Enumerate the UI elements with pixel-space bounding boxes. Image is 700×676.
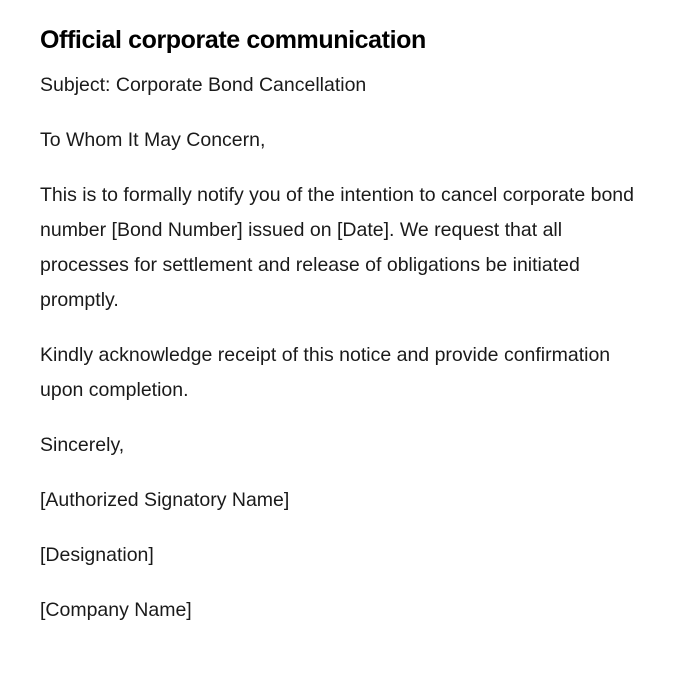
subject-line: Subject: Corporate Bond Cancellation	[40, 74, 367, 96]
designation: [Designation]	[40, 544, 154, 566]
body-paragraph-notice: This is to formally notify you of the intention to cancel corporate bond number [Bond Number] issued on [Date]. We request that all processes for settlement and release of obligations be initiated promptly.	[40, 184, 634, 311]
document-title: Official corporate communication	[40, 26, 426, 54]
company-name: [Company Name]	[40, 599, 192, 621]
closing: Sincerely,	[40, 434, 125, 456]
letter-page	[40, 22, 640, 648]
salutation: To Whom It May Concern,	[40, 129, 266, 151]
body-paragraph-acknowledge: Kindly acknowledge receipt of this notice and provide confirmation upon completion.	[40, 344, 611, 401]
signatory-name: [Authorized Signatory Name]	[40, 489, 290, 511]
